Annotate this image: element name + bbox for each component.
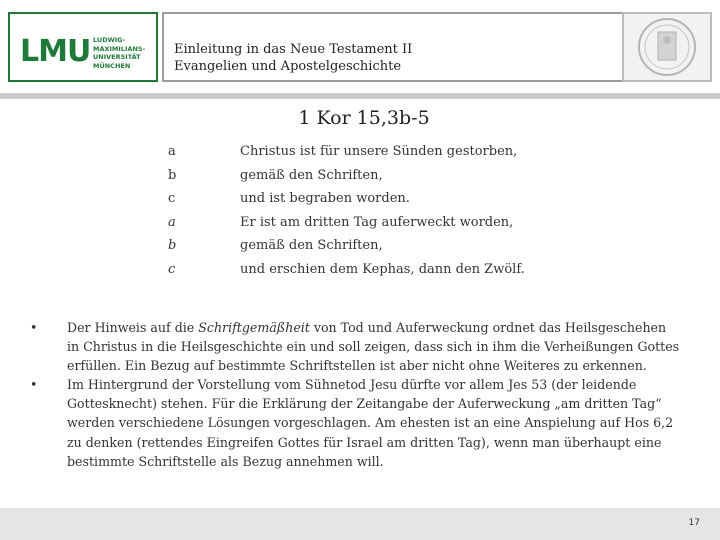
verse-text: und erschien dem Kephas, dann den Zwölf. [240,261,525,277]
verse-letter: c [168,191,176,206]
university-seal-icon [622,12,712,82]
course-title-line2: Evangelien und Apostelgeschichte [174,59,402,74]
bullet-emphasis: Schriftgemäßheit [198,320,310,335]
verse-text: gemäß den Schriften, [240,238,383,253]
lmu-logo-subtext: LUDWIG- MAXIMILIANS- UNIVERSITÄT MÜNCHEN [93,36,146,70]
verse-letter: c [168,261,176,277]
verse-row [168,234,525,258]
verse-text: und ist begraben worden. [240,191,410,206]
header-band [0,93,720,99]
verse-letter: a [168,144,176,159]
course-title-line1: Einleitung in das Neue Testament II [174,42,413,57]
verse-text: Christus ist für unsere Sünden gestorben, [240,144,518,159]
bullet-item [30,375,680,470]
verse-row [168,211,525,235]
bullet-list [30,318,680,471]
verse-text: gemäß den Schriften, [240,167,383,183]
lmu-logo-text: LMU [20,34,91,69]
bullet-dot: • [30,377,38,393]
bullet-text-part: Der Hinweis auf die [67,320,199,335]
verse-list [168,140,525,281]
verse-row [168,187,525,211]
course-title [174,41,412,75]
verse-row [168,258,525,282]
verse-letter: a [168,214,176,230]
bullet-text [67,318,680,375]
bullet-text-part: von Tod und Auferweckung ordnet das Heilsgeschehen in Christus in die Heilsgeschichte ein und soll zeigen, dass sich in ihm die Verheißungen Gottes erfüllen. Ein Bezug auf bestimmte Schriftstellen ist aber nicht ohne Weiteres zu erkennen. [67,320,680,374]
slide-header [0,0,720,93]
verse-text: Er ist am dritten Tag auferweckt worden, [240,214,514,230]
page-number: 17 [688,518,700,528]
bullet-item [30,318,680,375]
verse-row [168,164,525,188]
lmu-logo [8,12,158,82]
verse-row [168,140,525,164]
verse-letter: b [168,167,177,183]
bullet-text: Im Hintergrund der Vorstellung vom Sühnetod Jesu dürfte vor allem Jes 53 (der leidende Gottesknecht) stehen. Für die Erklärung der Zeitangabe der Auferweckung „am dritten Tag“ werden verschiedene Lösungen vorgeschlagen. Am ehesten ist an eine Anspielung auf Hos 6,2 zu denken (rettendes Eingreifen Gottes für Israel am dritten Tag), wenn man überhaupt eine bestimmte Schriftstelle als Bezug annehmen will. [67,377,674,469]
verse-letter: b [168,238,177,253]
bullet-dot: • [30,320,38,335]
slide-footer [0,508,720,540]
slide-title: 1 Kor 15,3b-5 [298,107,430,129]
